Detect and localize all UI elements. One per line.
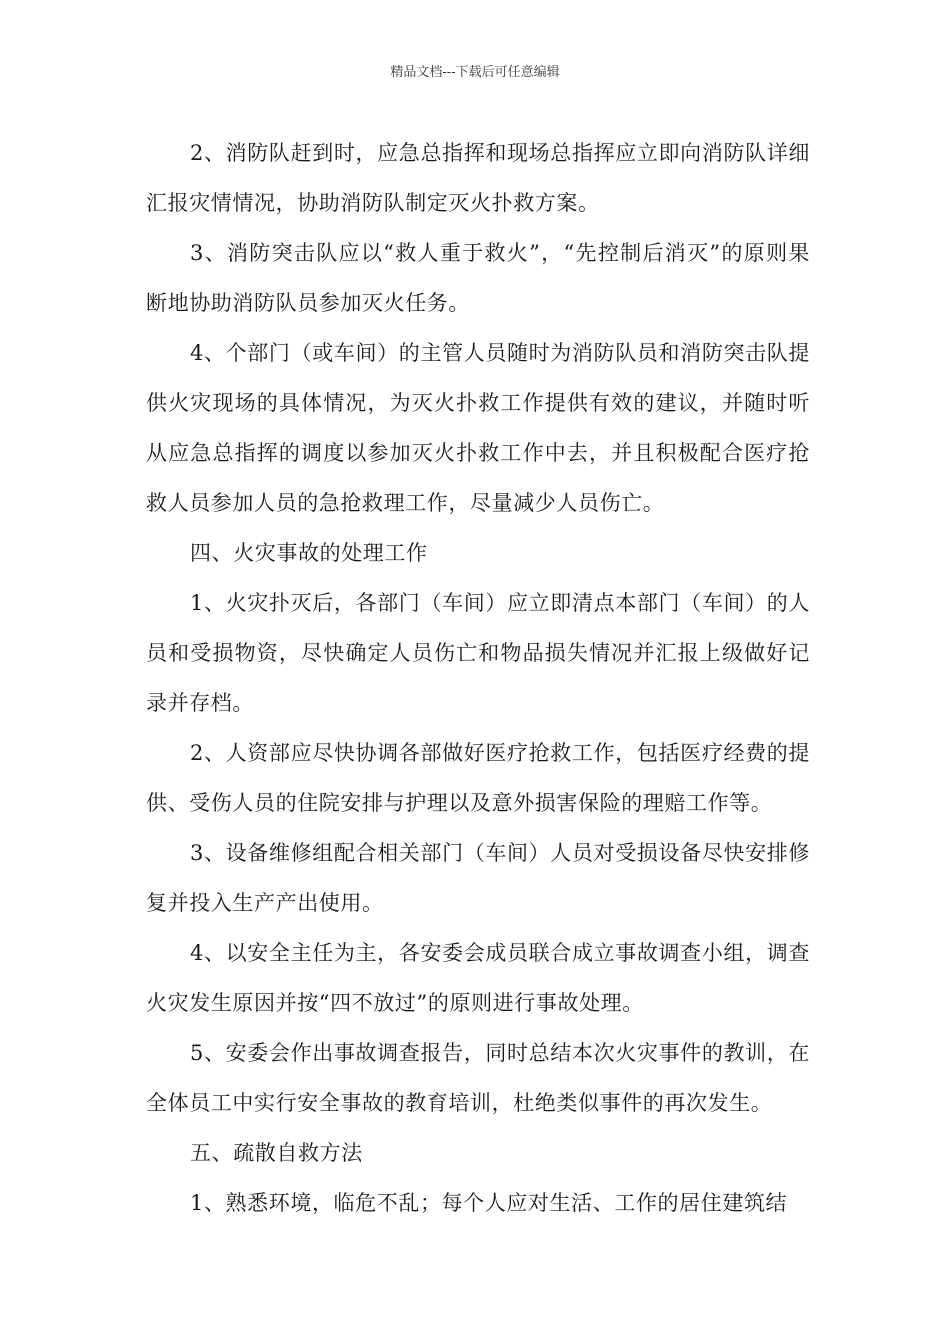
section-heading-4: 四、火灾事故的处理工作	[190, 541, 428, 565]
paragraph-9: 5、安委会作出事故调查报告，同时总结本次火灾事件的教训，在全体员工中实行安全事故的教育培训，杜绝类似事件的再次发生。	[146, 1041, 810, 1115]
paragraph-8: 4、以安全主任为主，各安委会成员联合成立事故调查小组，调查火灾发生原因并按“四不放过”的原则进行事故处理。	[146, 941, 810, 1015]
page-header: 精品文档---下载后可任意编辑	[390, 65, 560, 80]
paragraph-6: 2、人资部应尽快协调各部做好医疗抢救工作，包括医疗经费的提供、受伤人员的住院安排与护理以及意外损害保险的理赔工作等。	[146, 741, 810, 815]
paragraph-11: 1、熟悉环境，临危不乱；每个人应对生活、工作的居住建筑结	[190, 1191, 788, 1215]
paragraph-5: 1、火灾扑灭后，各部门（车间）应立即清点本部门（车间）的人员和受损物资，尽快确定人员伤亡和物品损失情况并汇报上级做好记录并存档。	[146, 591, 810, 715]
section-heading-5: 五、疏散自救方法	[190, 1141, 363, 1165]
document-body	[146, 128, 810, 1228]
paragraph-2: 3、消防突击队应以“救人重于救火”，“先控制后消灭”的原则果断地协助消防队员参加灭火任务。	[146, 241, 810, 315]
paragraph-3: 4、个部门（或车间）的主管人员随时为消防队员和消防突击队提供火灾现场的具体情况，为灭火扑救工作提供有效的建议，并随时听从应急总指挥的调度以参加灭火扑救工作中去，并且积极配合医疗抢救人员参加人员的急抢救理工作，尽量减少人员伤亡。	[146, 341, 810, 515]
paragraph-1: 2、消防队赶到时，应急总指挥和现场总指挥应立即向消防队详细汇报灾情情况，协助消防队制定灭火扑救方案。	[146, 141, 810, 215]
paragraph-7: 3、设备维修组配合相关部门（车间）人员对受损设备尽快安排修复并投入生产产出使用。	[146, 841, 810, 915]
